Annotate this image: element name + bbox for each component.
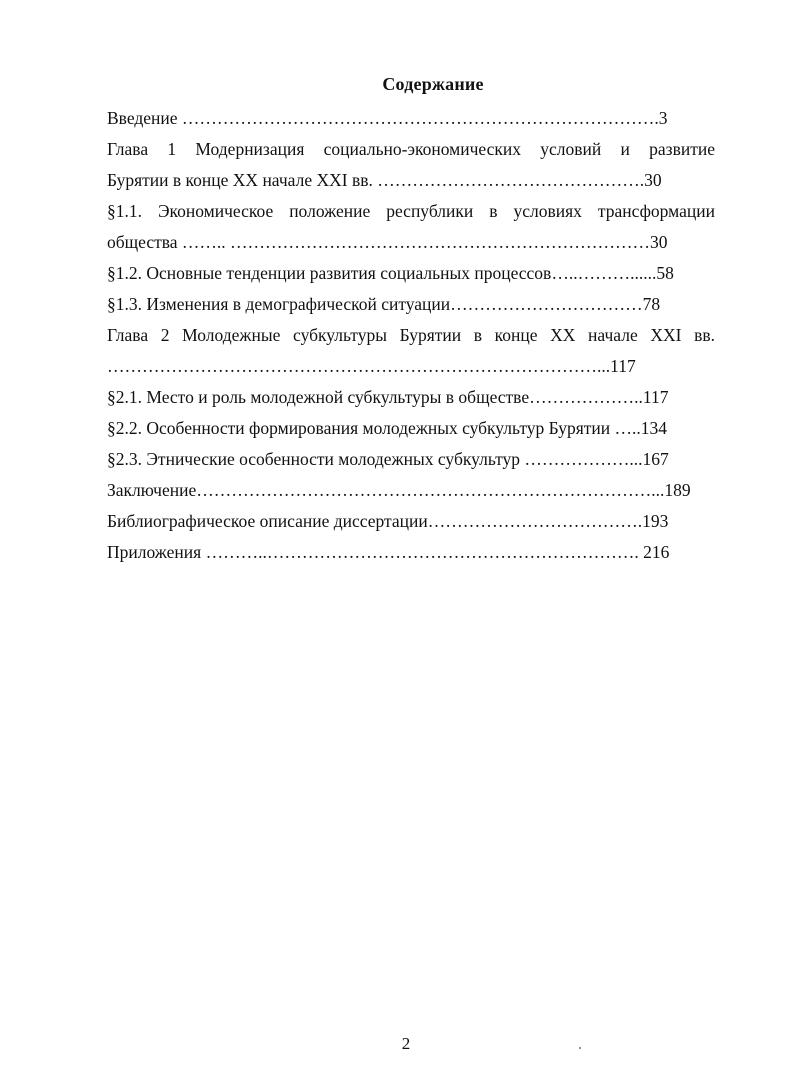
toc-entry-page: 3: [658, 108, 668, 128]
toc-entry-text: §2.1. Место и роль молодежной субкультуры в обществе: [107, 387, 530, 407]
toc-entry-heading-line: Глава 2 Молодежные субкультуры Бурятии в конце XX начале XXI вв.: [107, 325, 715, 345]
toc-entry-introduction[interactable]: [107, 103, 715, 134]
toc-entry-text: §2.3. Этнические особенности молодежных субкультур: [107, 449, 521, 469]
toc-entry-text: Приложения: [107, 542, 202, 562]
toc-entry-page: 167: [642, 449, 669, 469]
toc-leader-dots: ………..……………………………………………………….: [201, 542, 644, 562]
toc-entry-text: общества: [107, 232, 178, 252]
toc-leader-dots: ………………..: [529, 387, 643, 407]
toc-entry-appendices[interactable]: [107, 537, 715, 568]
toc-leader-dots: …………………………………………………………………………...: [107, 356, 611, 376]
scan-speck: [579, 1047, 581, 1049]
table-of-contents: [107, 103, 715, 568]
toc-entry-page: 216: [643, 542, 670, 562]
toc-entry-section-2-3[interactable]: [107, 444, 715, 475]
toc-leader-dots: ……………………………………………………………………….: [177, 108, 659, 128]
toc-entry-page: 78: [642, 294, 661, 314]
toc-leader-dots: …..: [610, 418, 641, 438]
toc-leader-dots: …..………......: [551, 263, 657, 283]
toc-entry-bibliography[interactable]: [107, 506, 715, 537]
toc-title: Содержание: [382, 74, 484, 94]
toc-entry-text: §2.2. Особенности формирования молодежных субкультур Бурятии: [107, 418, 611, 438]
toc-leader-dots: ……………………………….: [427, 511, 643, 531]
toc-entry-page: 30: [650, 232, 668, 252]
toc-entry-heading-line: §1.1. Экономическое положение республики в условиях трансформации: [107, 201, 715, 221]
toc-entry-page: 189: [664, 480, 691, 500]
toc-leader-dots: ……………………………………………………………………...: [196, 480, 665, 500]
toc-entry-page: 58: [656, 263, 674, 283]
toc-leader-dots: ……………………………………….: [372, 170, 645, 190]
toc-entry-chapter-2[interactable]: [107, 320, 715, 382]
toc-leader-dots: ………………...: [520, 449, 643, 469]
toc-entry-page: 30: [644, 170, 662, 190]
toc-leader-dots: ……………………………: [450, 294, 643, 314]
toc-entry-chapter-1[interactable]: [107, 134, 715, 196]
toc-entry-page: 117: [610, 356, 636, 376]
toc-entry-section-2-1[interactable]: [107, 382, 715, 413]
toc-entry-heading-line: Глава 1 Модернизация социально-экономических условий и развитие: [107, 139, 715, 159]
toc-entry-text: Введение: [107, 108, 178, 128]
toc-entry-text: Библиографическое описание диссертации: [107, 511, 428, 531]
toc-entry-section-1-2[interactable]: [107, 258, 715, 289]
toc-entry-page: 193: [642, 511, 669, 531]
toc-entry-page: 117: [642, 387, 669, 407]
toc-entry-section-1-1[interactable]: [107, 196, 715, 258]
toc-entry-conclusion[interactable]: [107, 475, 715, 506]
toc-entry-text: §1.2. Основные тенденции развития социальных процессов: [107, 263, 552, 283]
toc-entry-section-2-2[interactable]: [107, 413, 715, 444]
page-number: 2: [401, 1034, 411, 1053]
toc-entry-page: 134: [640, 418, 668, 438]
toc-entry-text: §1.3. Изменения в демографической ситуации: [107, 294, 451, 314]
toc-entry-text: Бурятии в конце XX начале XXI вв.: [107, 170, 373, 190]
toc-entry-section-1-3[interactable]: [107, 289, 715, 320]
toc-entry-text: Заключение: [107, 480, 197, 500]
toc-leader-dots: …….. ………………………………………………………………: [177, 232, 651, 252]
